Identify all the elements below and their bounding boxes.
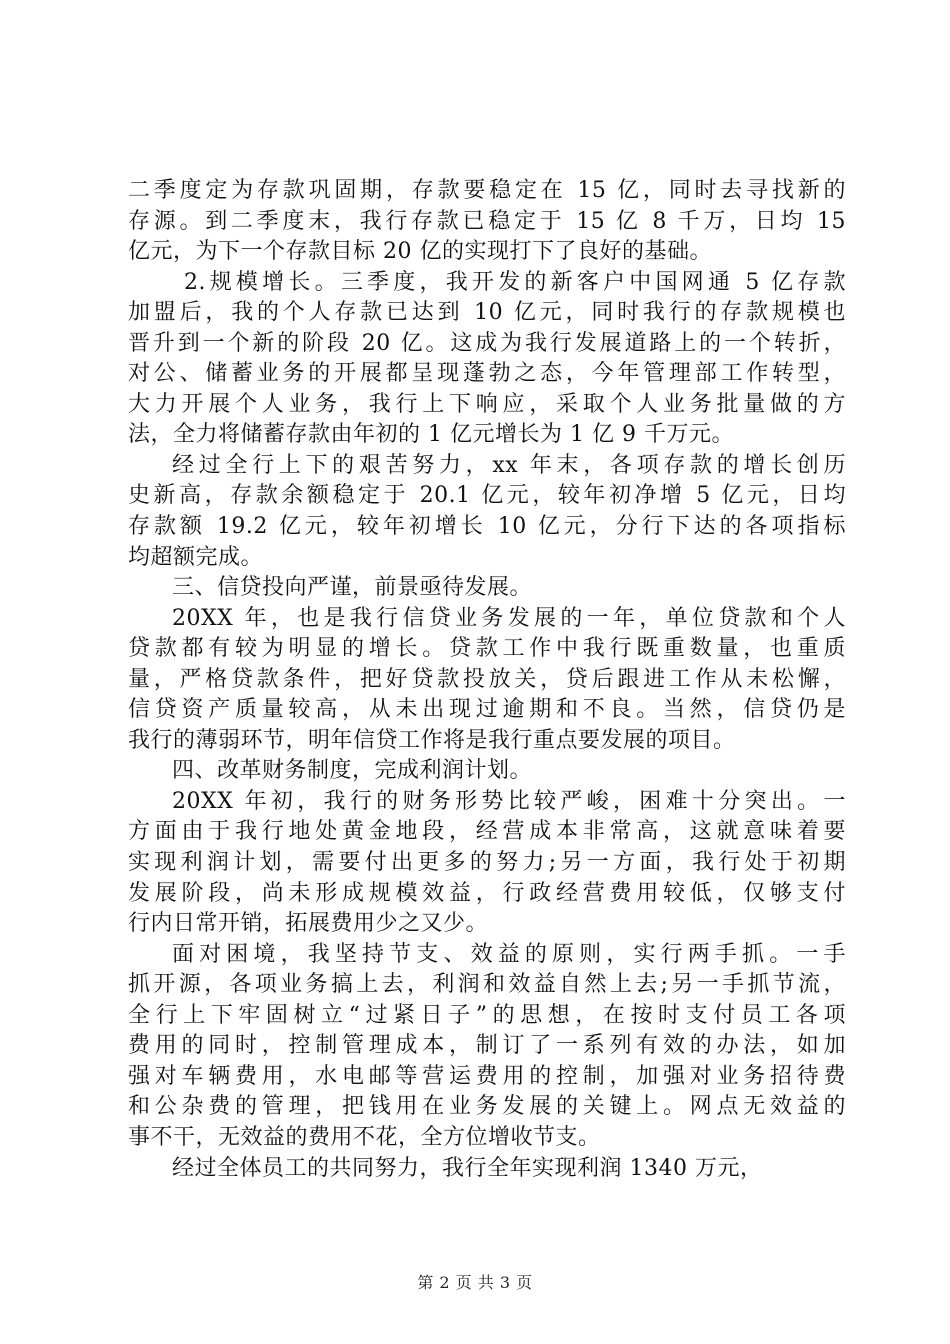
text-line: 对公、储蓄业务的开展都呈现蓬勃之态，今年管理部工作转型，: [128, 361, 846, 387]
text-line: 量，严格贷款条件，把好贷款投放关，贷后跟进工作从未松懈，: [128, 666, 846, 692]
text-line: 贷款都有较为明显的增长。贷款工作中我行既重数量，也重质: [128, 636, 846, 662]
text-line: 和公杂费的管理，把钱用在业务发展的关键上。网点无效益的: [128, 1094, 846, 1120]
text-line: 行内日常开销，拓展费用少之又少。: [128, 911, 489, 937]
text-line: 存源。到二季度末，我行存款已稳定于 15 亿 8 千万，日均 15: [128, 208, 846, 234]
text-line: 经过全行上下的艰苦努力，xx 年末，各项存款的增长创历: [172, 452, 846, 478]
text-line: 晋升到一个新的阶段 20 亿。这成为我行发展道路上的一个转折，: [128, 330, 846, 356]
text-line: 亿元，为下一个存款目标 20 亿的实现打下了良好的基础。: [128, 239, 712, 265]
text-line: 强对车辆费用，水电邮等营运费用的控制，加强对业务招待费: [128, 1063, 846, 1089]
page-footer: 第 2 页 共 3 页: [417, 1273, 533, 1292]
text-line: 信贷资产质量较高，从未出现过逾期和不良。当然，信贷仍是: [128, 697, 846, 723]
text-line: 二季度定为存款巩固期，存款要稳定在 15 亿，同时去寻找新的: [128, 178, 846, 203]
text-line: 方面由于我行地处黄金地段，经营成本非常高，这就意味着要: [128, 819, 846, 845]
text-line: 发展阶段，尚未形成规模效益，行政经营费用较低，仅够支付: [128, 880, 846, 906]
text-line: 加盟后，我的个人存款已达到 10 亿元，同时我行的存款规模也: [128, 300, 846, 326]
text-line: 2.规模增长。三季度，我开发的新客户中国网通 5 亿存款: [184, 269, 846, 295]
text-line: 经过全体员工的共同努力，我行全年实现利润 1340 万元，: [172, 1155, 763, 1181]
text-line: 四、改革财务制度，完成利润计划。: [172, 758, 533, 784]
text-line: 20XX 年，也是我行信贷业务发展的一年，单位贷款和个人: [172, 605, 846, 631]
text-line: 抓开源，各项业务搞上去，利润和效益自然上去;另一手抓节流，: [128, 972, 846, 998]
text-line: 费用的同时，控制管理成本，制订了一系列有效的办法，如加: [128, 1033, 846, 1059]
text-line: 法，全力将储蓄存款由年初的 1 亿元增长为 1 亿 9 千万元。: [128, 422, 734, 448]
text-line: 实现利润计划，需要付出更多的努力;另一方面，我行处于初期: [128, 850, 846, 876]
text-line: 存款额 19.2 亿元，较年初增长 10 亿元，分行下达的各项指标: [128, 514, 846, 540]
text-line: 事不干，无效益的费用不花，全方位增收节支。: [128, 1124, 601, 1150]
text-line: 均超额完成。: [128, 544, 264, 570]
text-line: 20XX 年初，我行的财务形势比较严峻，困难十分突出。一: [172, 788, 846, 814]
document-body: [128, 176, 846, 1184]
text-line: 我行的薄弱环节，明年信贷工作将是我行重点要发展的项目。: [128, 727, 736, 753]
text-line: 面对困境，我坚持节支、效益的原则，实行两手抓。一手: [172, 941, 846, 967]
text-line: 三、信贷投向严谨，前景亟待发展。: [172, 575, 533, 601]
text-line: 全行上下牢固树立“过紧日子”的思想，在按时支付员工各项: [128, 1002, 846, 1028]
text-line: 史新高，存款余额稳定于 20.1 亿元，较年初净增 5 亿元，日均: [128, 483, 846, 509]
text-line: 大力开展个人业务，我行上下响应，采取个人业务批量做的方: [128, 391, 846, 417]
